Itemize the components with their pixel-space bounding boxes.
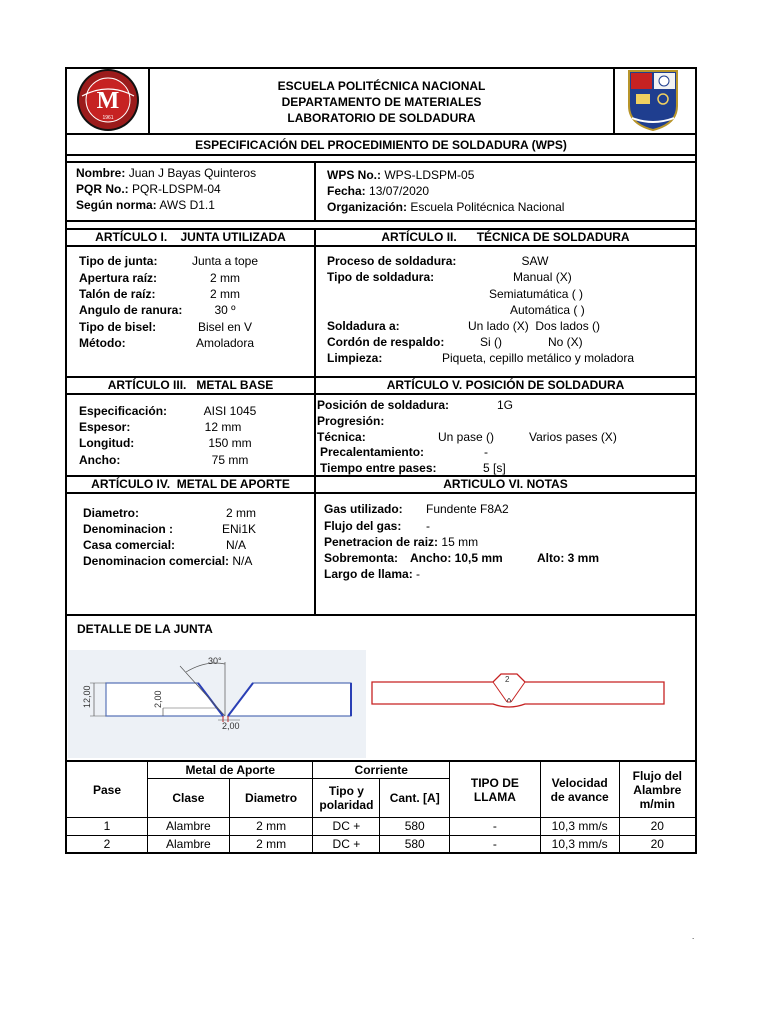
art1-value: 30 º <box>214 303 236 317</box>
weld-bead-drawing <box>368 670 668 710</box>
denominacion-comercial-value: N/A <box>232 554 253 568</box>
rule <box>65 220 697 222</box>
department-name: DEPARTAMENTO DE MATERIALES <box>281 95 482 109</box>
rule <box>65 133 697 135</box>
norma-row: Según norma: AWS D1.1 <box>76 198 215 212</box>
art4-title: ARTÍCULO IV. METAL DE APORTE <box>91 477 290 491</box>
cell-cantidad: 580 <box>380 818 450 835</box>
flujo-gas-label: Flujo del gas: <box>324 519 402 533</box>
rule <box>65 154 697 156</box>
table-row <box>66 818 696 835</box>
tipo-soldadura-label: Tipo de soldadura: <box>327 270 435 284</box>
penetracion-row: Penetracion de raiz: 15 mm <box>324 535 479 549</box>
nombre-value: Juan J Bayas Quinteros <box>128 166 257 180</box>
cell-clase: Alambre <box>148 818 230 835</box>
logo-letter: M <box>96 88 120 114</box>
precalentamiento-value: - <box>484 445 488 459</box>
col-corriente: Corriente <box>313 761 450 779</box>
art1-label: Apertura raíz: <box>79 271 158 285</box>
pqr-row: PQR No.: PQR-LDSPM-04 <box>76 182 221 196</box>
cell-tipo: DC + <box>313 835 380 853</box>
rule <box>65 245 697 247</box>
left-logo <box>76 68 140 132</box>
col-tipo-polaridad: Tipo y polaridad <box>313 779 380 818</box>
fecha-value: 13/07/2020 <box>369 184 430 198</box>
detalle-title: DETALLE DE LA JUNTA <box>77 622 213 636</box>
sobremonta-alto: Alto: 3 mm <box>537 551 600 565</box>
dim-height: 12,00 <box>82 685 92 708</box>
art6-title: ARTICULO VI. NOTAS <box>443 477 568 491</box>
norma-value: AWS D1.1 <box>159 198 215 212</box>
gas-value: Fundente F8A2 <box>426 502 509 516</box>
document-title: ESPECIFICACIÓN DEL PROCEDIMIENTO DE SOLDADURA (WPS) <box>195 138 567 152</box>
wps-value: WPS-LDSPM-05 <box>384 168 475 182</box>
art1-label: Talón de raíz: <box>79 287 156 301</box>
rule <box>65 161 697 163</box>
art3-label: Ancho: <box>79 453 121 467</box>
art1-label: Tipo de junta: <box>79 254 158 268</box>
posicion-value: 1G <box>497 398 514 412</box>
tiempo-label: Tiempo entre pases: <box>320 461 437 475</box>
denominacion-comercial-row: Denominacion comercial: N/A <box>83 554 253 568</box>
cordon-si: Si () <box>480 335 502 349</box>
soldadura-a-label: Soldadura a: <box>327 319 400 333</box>
art1-value: 2 mm <box>210 287 240 301</box>
art1-value: Junta a tope <box>191 254 259 268</box>
art1-label: Método: <box>79 336 126 350</box>
cell-velocidad: 10,3 mm/s <box>540 818 619 835</box>
tipo-automatica: Automática ( ) <box>510 303 585 317</box>
cordon-no: No (X) <box>548 335 583 349</box>
limpieza-value: Piqueta, cepillo metálico y moladora <box>442 351 635 365</box>
footer-mark: . <box>692 932 695 941</box>
progresion-label: Progresión: <box>317 414 385 428</box>
art2-title: ARTÍCULO II. TÉCNICA DE SOLDADURA <box>381 230 630 244</box>
cell-clase: Alambre <box>148 835 230 853</box>
proceso-label: Proceso de soldadura: <box>327 254 457 268</box>
fecha-row: Fecha: 13/07/2020 <box>327 184 430 198</box>
col-diametro: Diametro <box>229 779 313 818</box>
organizacion-row: Organización: Escuela Politécnica Nacional <box>327 200 565 214</box>
art3-value: AISI 1045 <box>203 404 257 418</box>
art1-value: Bisel en V <box>197 320 253 334</box>
denominacion-value: ENi1K <box>222 522 257 536</box>
school-name: ESCUELA POLITÉCNICA NACIONAL <box>277 79 486 93</box>
precalentamiento-label: Precalentamiento: <box>320 445 425 459</box>
art3-title: ARTÍCULO III. METAL BASE <box>107 378 274 392</box>
art3-value: 12 mm <box>204 420 242 434</box>
art1-title: ARTÍCULO I. JUNTA UTILIZADA <box>95 230 286 244</box>
cell-cantidad: 580 <box>380 835 450 853</box>
denominacion-label: Denominacion : <box>83 522 174 536</box>
cell-llama: - <box>450 818 541 835</box>
passes-table <box>65 760 697 854</box>
largo-llama-value: - <box>416 567 421 581</box>
art5-title: ARTÍCULO V. POSICIÓN DE SOLDADURA <box>386 378 625 392</box>
largo-llama-row: Largo de llama: - <box>324 567 421 581</box>
cell-diametro: 2 mm <box>229 835 313 853</box>
cell-flujo: 20 <box>619 835 696 853</box>
organizacion-value: Escuela Politécnica Nacional <box>410 200 565 214</box>
sobremonta-label: Sobremonta: <box>324 551 399 565</box>
right-crest <box>626 68 680 132</box>
art1-label: Tipo de bisel: <box>79 320 157 334</box>
dim-angle: 30° <box>208 656 222 666</box>
tecnica-un-pase: Un pase () <box>438 430 495 444</box>
cell-pase: 1 <box>66 818 148 835</box>
dim-gap: 2,00 <box>222 721 240 731</box>
art3-label: Especificación: <box>79 404 168 418</box>
cell-diametro: 2 mm <box>229 818 313 835</box>
casa-comercial-label: Casa comercial: <box>83 538 176 552</box>
col-pase: Pase <box>66 761 148 818</box>
lab-name: LABORATORIO DE SOLDADURA <box>287 111 476 125</box>
cell-tipo: DC + <box>313 818 380 835</box>
col-metal-aporte: Metal de Aporte <box>148 761 313 779</box>
cell-pase: 2 <box>66 835 148 853</box>
art3-label: Espesor: <box>79 420 131 434</box>
gas-label: Gas utilizado: <box>324 502 403 516</box>
dim-root: 2,00 <box>153 690 163 708</box>
tiempo-value: 5 [s] <box>483 461 506 475</box>
header-divider-right <box>613 67 615 134</box>
posicion-label: Posición de soldadura: <box>317 398 450 412</box>
col-flujo-alambre: Flujo del Alambre m/min <box>619 761 696 818</box>
diametro-value: 2 mm <box>226 506 256 520</box>
tipo-manual: Manual (X) <box>513 270 572 284</box>
col-cantidad: Cant. [A] <box>380 779 450 818</box>
cell-velocidad: 10,3 mm/s <box>540 835 619 853</box>
joint-cross-section-drawing <box>68 650 366 758</box>
bead-label: 2 <box>505 675 510 684</box>
rule <box>65 393 697 395</box>
tecnica-varios-pases: Varios pases (X) <box>529 430 617 444</box>
pqr-value: PQR-LDSPM-04 <box>132 182 221 196</box>
col-clase: Clase <box>148 779 230 818</box>
tipo-semiautomatica: Semiatumática ( ) <box>489 287 584 301</box>
art3-value: 75 mm <box>211 453 249 467</box>
sobremonta-ancho: Ancho: 10,5 mm <box>410 551 503 565</box>
cell-flujo: 20 <box>619 818 696 835</box>
column-divider <box>314 161 316 221</box>
proceso-value: SAW <box>521 254 549 268</box>
casa-comercial-value: N/A <box>226 538 247 552</box>
nombre-row: Nombre: Juan J Bayas Quinteros <box>76 166 257 180</box>
tecnica-label: Técnica: <box>317 430 366 444</box>
cell-llama: - <box>450 835 541 853</box>
diametro-label: Diametro: <box>83 506 140 520</box>
logo-year: 1961 <box>102 115 114 121</box>
art1-value: 2 mm <box>210 271 240 285</box>
soldadura-a-value: Un lado (X) Dos lados () <box>468 319 601 333</box>
rule <box>65 492 697 494</box>
table-row <box>66 835 696 853</box>
art3-value: 150 mm <box>208 436 252 450</box>
col-tipo-llama: TIPO DE LLAMA <box>450 761 541 818</box>
cordon-label: Cordón de respaldo: <box>327 335 445 349</box>
penetracion-value: 15 mm <box>441 535 479 549</box>
wps-row: WPS No.: WPS-LDSPM-05 <box>327 168 475 182</box>
column-divider <box>314 228 316 614</box>
col-velocidad: Velocidad de avance <box>540 761 619 818</box>
limpieza-label: Limpieza: <box>327 351 383 365</box>
art1-label: Angulo de ranura: <box>79 303 183 317</box>
flujo-gas-value: - <box>426 519 430 533</box>
rule <box>65 614 697 616</box>
art3-label: Longitud: <box>79 436 135 450</box>
art1-value: Amoladora <box>195 336 255 350</box>
